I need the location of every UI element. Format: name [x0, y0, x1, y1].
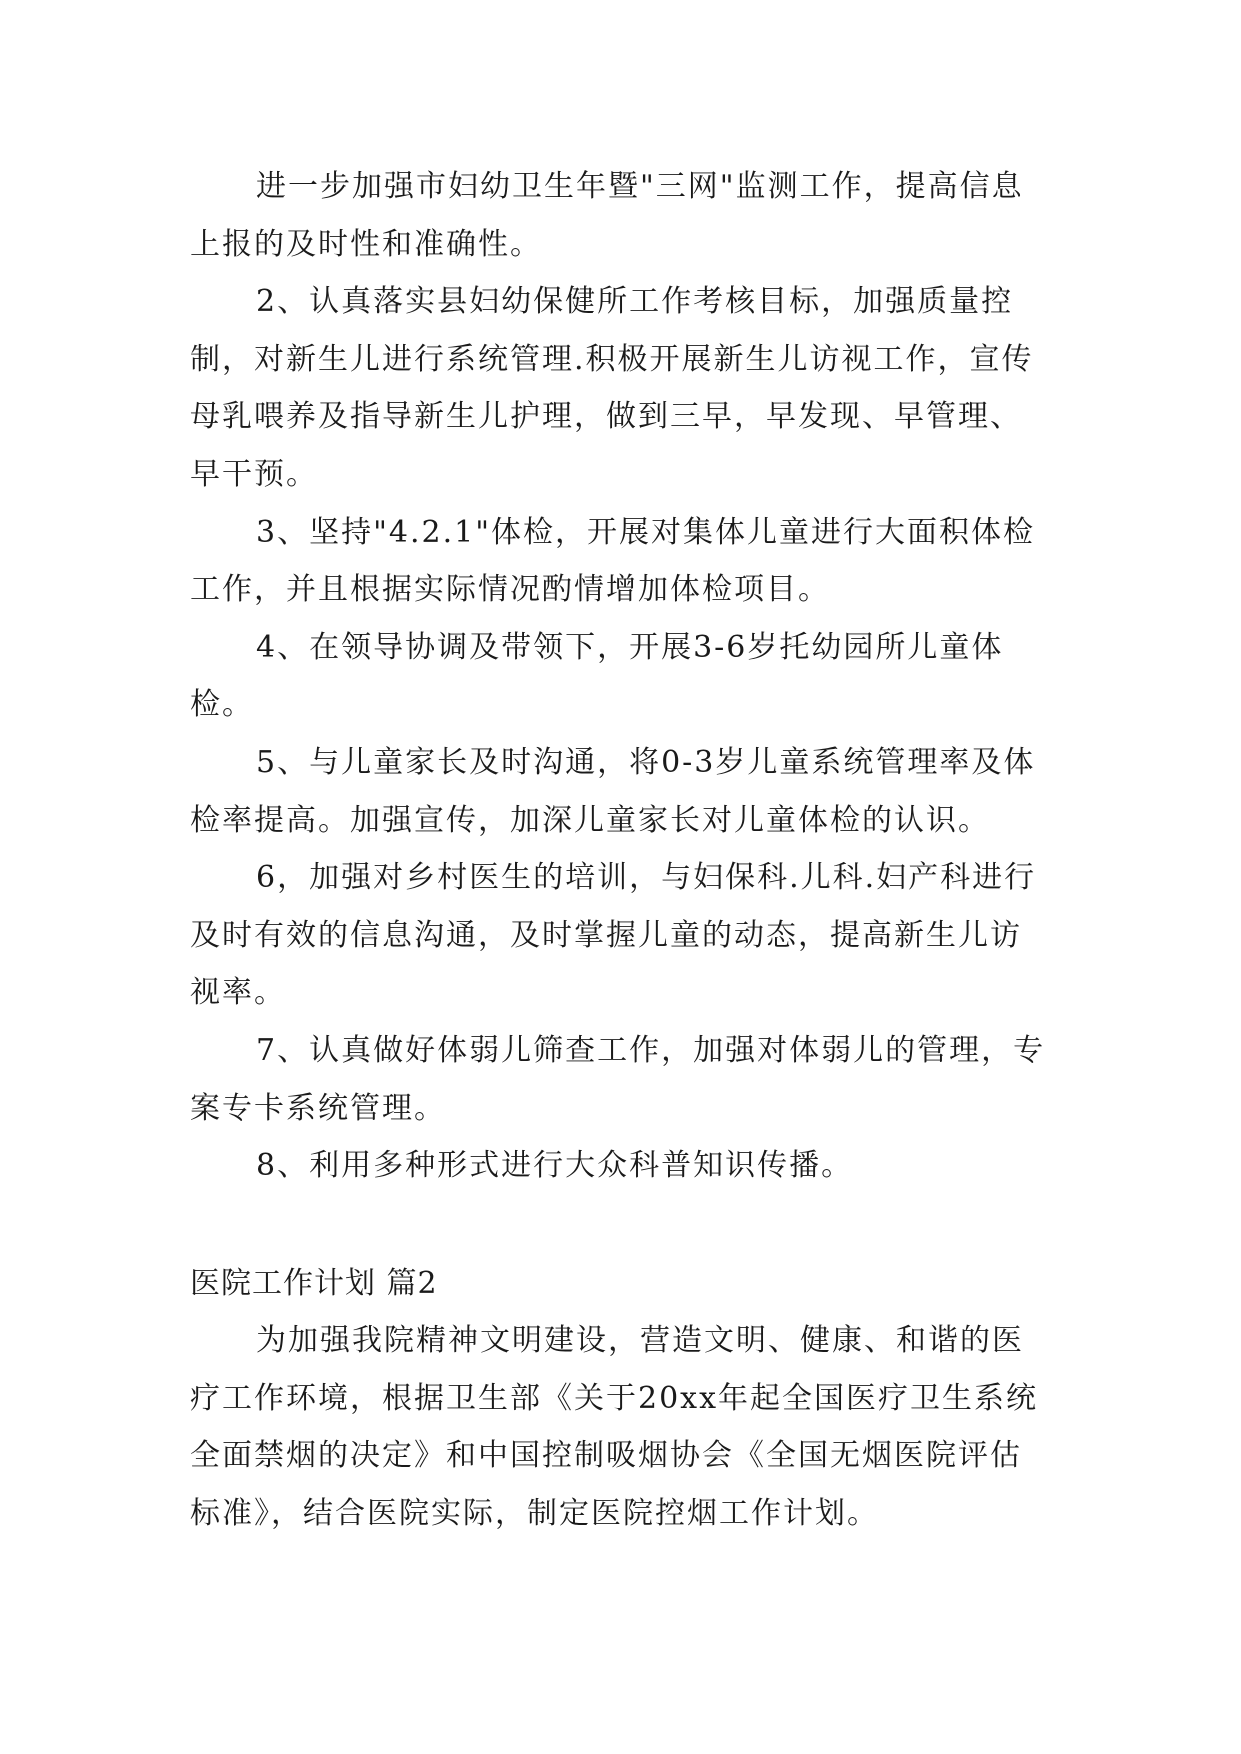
- paragraph: 6，加强对乡村医生的培训，与妇保科.儿科.妇产科进行及时有效的信息沟通，及时掌握儿童的动态，提高新生儿访视率。: [190, 860, 1037, 1011]
- paragraph: 3、坚持"4.2.1"体检，开展对集体儿童进行大面积体检工作，并且根据实际情况酌情增加体检项目。: [190, 514, 1036, 608]
- paragraph: 5、与儿童家长及时沟通，将0-3岁儿童系统管理率及体检率提高。加强宣传，加深儿童家长对儿童体检的认识。: [190, 744, 1036, 838]
- paragraph: 2、认真落实县妇幼保健所工作考核目标，加强质量控制，对新生儿进行系统管理.积极开展新生儿访视工作，宣传母乳喂养及指导新生儿护理，做到三早，早发现、早管理、早干预。: [190, 284, 1034, 492]
- paragraph: 4、在领导协调及带领下，开展3-6岁托幼园所儿童体检。: [190, 629, 1004, 723]
- document-body: [190, 158, 1050, 1543]
- paragraph: 8、利用多种形式进行大众科普知识传播。: [256, 1148, 854, 1184]
- paragraph: 7、认真做好体弱儿筛查工作，加强对体弱儿的管理，专案专卡系统管理。: [190, 1032, 1046, 1126]
- section-title: 医院工作计划 篇2: [190, 1265, 438, 1301]
- paragraph: 为加强我院精神文明建设，营造文明、健康、和谐的医疗工作环境，根据卫生部《关于20xx年起全国医疗卫生系统全面禁烟的决定》和中国控制吸烟协会《全国无烟医院评估标准》，结合医院实际，制定医院控烟工作计划。: [190, 1323, 1039, 1532]
- paragraph: 进一步加强市妇幼卫生年暨"三网"监测工作，提高信息上报的及时性和准确性。: [190, 169, 1024, 262]
